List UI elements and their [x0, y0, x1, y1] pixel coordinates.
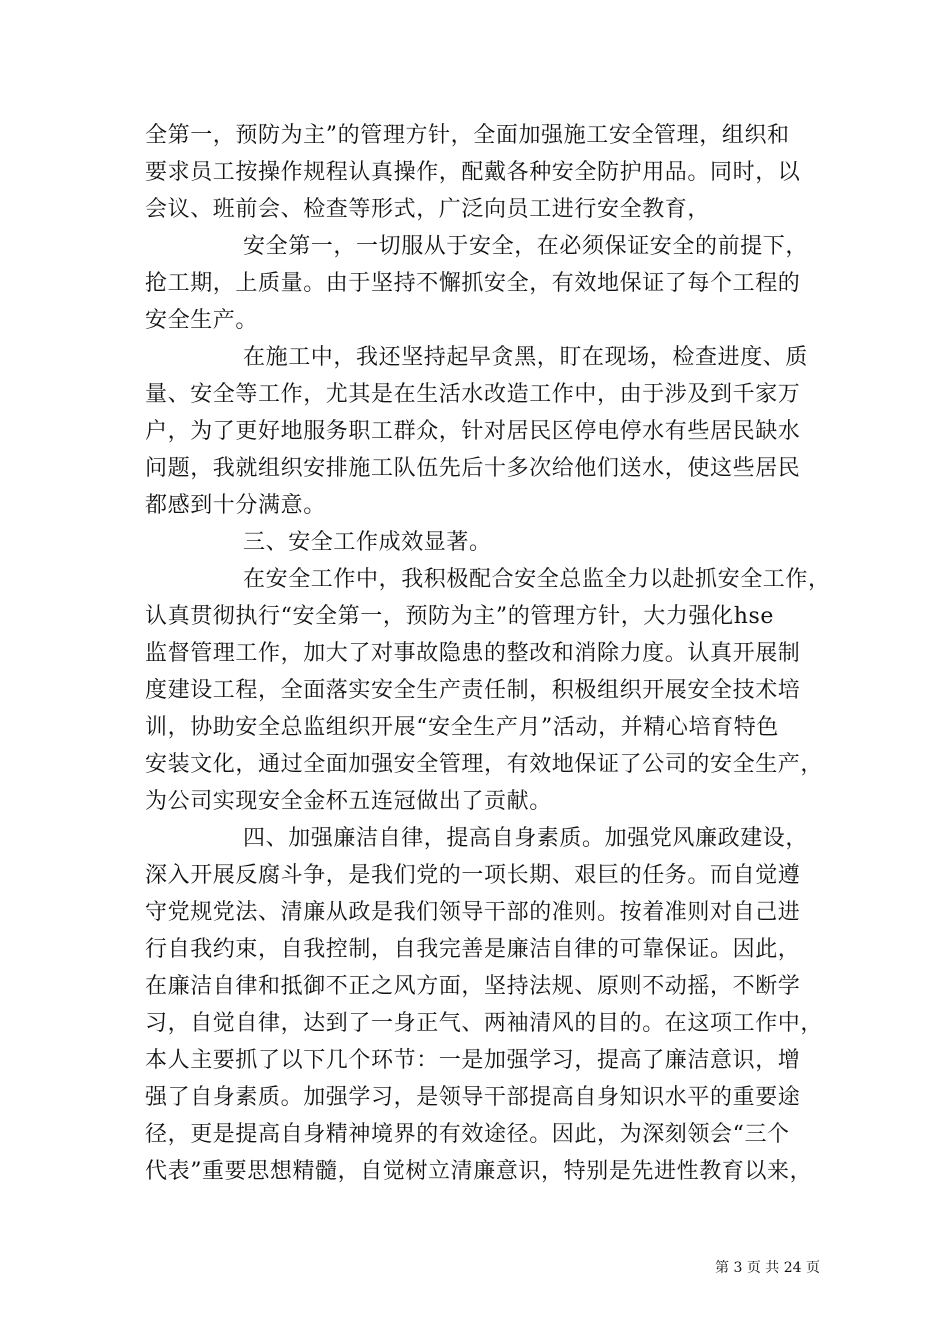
paragraph-first-line: 在施工中，我还坚持起早贪黑，盯在现场，检查进度、质 [243, 345, 809, 370]
text-line: 为公司实现安全金杯五连冠做出了贡献。 [145, 789, 552, 814]
section-heading: 三、安全工作成效显著。 [243, 530, 492, 555]
text-line: 本人主要抓了以下几个环节：一是加强学习，提高了廉洁意识，增 [145, 1048, 801, 1073]
text-line: 问题，我就组织安排施工队伍先后十多次给他们送水，使这些居民 [145, 456, 801, 481]
text-line: 全第一，预防为主”的管理方针，全面加强施工安全管理，组织和 [145, 123, 790, 148]
text-line: 认真贯彻执行“安全第一，预防为主”的管理方针，大力强化hse [145, 604, 774, 629]
text-line: 代表”重要思想精髓，自觉树立清廉意识，特别是先进性教育以来， [145, 1159, 813, 1184]
text-line: 量、安全等工作，尤其是在生活水改造工作中，由于涉及到千家万 [145, 382, 801, 407]
text-line: 度建设工程，全面落实安全生产责任制，积极组织开展安全技术培 [145, 678, 801, 703]
text-line: 会议、班前会、检查等形式，广泛向员工进行安全教育， [145, 197, 711, 222]
text-line: 安全生产。 [145, 308, 259, 333]
text-line: 行自我约束，自我控制，自我完善是廉洁自律的可靠保证。因此， [145, 937, 801, 962]
text-line: 抢工期，上质量。由于坚持不懈抓安全，有效地保证了每个工程的 [145, 271, 801, 296]
text-line: 要求员工按操作规程认真操作，配戴各种安全防护用品。同时，以 [145, 160, 801, 185]
paragraph-first-line: 四、加强廉洁自律，提高自身素质。加强党风廉政建设， [243, 826, 809, 851]
text-line: 习，自觉自律，达到了一身正气、两袖清风的目的。在这项工作中， [145, 1011, 824, 1036]
text-line: 守党规党法、清廉从政是我们领导干部的准则。按着准则对自己进 [145, 900, 801, 925]
text-line: 安装文化，通过全面加强安全管理，有效地保证了公司的安全生产， [145, 752, 824, 777]
text-line: 径，更是提高自身精神境界的有效途径。因此，为深刻领会“三个 [145, 1122, 790, 1147]
text-line: 监督管理工作，加大了对事故隐患的整改和消除力度。认真开展制 [145, 641, 801, 666]
text-line: 户，为了更好地服务职工群众，针对居民区停电停水有些居民缺水 [145, 419, 801, 444]
text-line: 强了自身素质。加强学习，是领导干部提高自身知识水平的重要途 [145, 1085, 801, 1110]
text-line: 深入开展反腐斗争，是我们党的一项长期、艰巨的任务。而自觉遵 [145, 863, 801, 888]
page-number: 第 3 页 共 24 页 [715, 1260, 820, 1276]
paragraph-first-line: 在安全工作中，我积极配合安全总监全力以赴抓安全工作， [243, 567, 831, 592]
paragraph-first-line: 安全第一，一切服从于安全，在必须保证安全的前提下， [243, 234, 809, 259]
text-line: 都感到十分满意。 [145, 493, 326, 518]
text-line: 训，协助安全总监组织开展“安全生产月”活动，并精心培育特色 [145, 715, 779, 740]
text-line: 在廉洁自律和抵御不正之风方面，坚持法规、原则不动摇，不断学 [145, 974, 801, 999]
